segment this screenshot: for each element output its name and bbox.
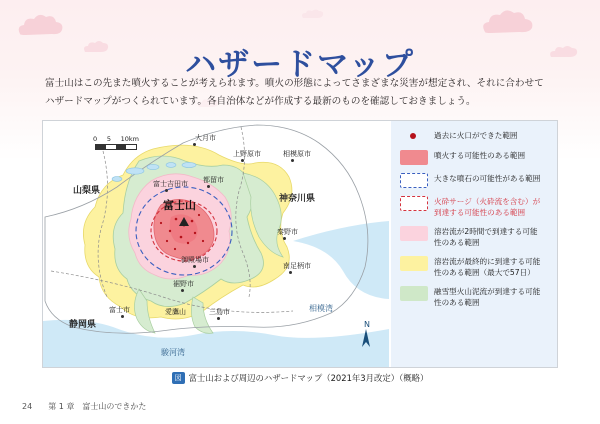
cloud-decoration-icon (14, 14, 66, 40)
legend-label-pyroclastic-surge-line1: 火砕サージ（火砕流を含む）が (434, 197, 541, 206)
pref-label-kanagawa: 神奈川県 (279, 194, 316, 204)
city-dot (121, 315, 124, 318)
city-dot (165, 189, 168, 192)
city-dot (217, 317, 220, 320)
cloud-decoration-icon (478, 10, 536, 38)
legend-item-pyroclastic-surge (400, 196, 549, 218)
city-label-otsuki: 大月市 (195, 134, 216, 142)
legend-item-lava-2h (400, 226, 549, 248)
city-label-gotemba: 御殿場市 (181, 256, 209, 264)
legend-item-crater (400, 130, 549, 142)
map-legend (391, 121, 557, 367)
intro-line-1: 富士山はこの先また噴火することが考えられます。噴火の形態によってさまざまな災害が想定され、それに合わせて (45, 78, 544, 89)
sea-label-suruga-bay: 駿河湾 (161, 348, 185, 357)
city-label-tsuru: 都留市 (203, 176, 224, 184)
city-label-fuji: 富士市 (109, 306, 130, 314)
map-svg (43, 121, 389, 367)
legend-label-mudflow (434, 286, 540, 308)
north-arrow-icon (359, 320, 375, 349)
page-footer (22, 401, 146, 412)
cloud-decoration-icon (300, 8, 326, 20)
intro-text (45, 75, 557, 110)
city-dot (291, 159, 294, 162)
map-scalebar (95, 135, 139, 150)
city-label-hadano: 秦野市 (277, 228, 298, 236)
scalebar-zero: 0 (93, 135, 98, 143)
blue-dashed-swatch-icon (400, 173, 428, 188)
legend-label-lava-2h (434, 226, 538, 248)
mountain-label-ashitaka: 愛鷹山 (165, 308, 186, 316)
city-dot (283, 237, 286, 240)
city-dot (193, 265, 196, 268)
city-dot (289, 271, 292, 274)
city-dot (241, 159, 244, 162)
legend-label-large-ejecta: 大きな噴石の可能性がある範囲 (434, 174, 541, 183)
legend-item-mudflow (400, 286, 549, 308)
city-label-uenohara: 上野原市 (233, 150, 261, 158)
legend-label-lava-2h-line2: 性のある範囲 (434, 238, 480, 247)
volcano-label-fuji: 富士山 (163, 199, 196, 212)
legend-item-lava-final (400, 256, 549, 278)
legend-label-lava-final (434, 256, 540, 278)
hazard-map-graphic (43, 121, 389, 367)
legend-label-lava-final-line1: 溶岩流が最終的に到達する可能 (434, 257, 541, 266)
crater-dot-icon (400, 130, 428, 142)
city-label-fujiyoshida: 富士吉田市 (153, 180, 188, 188)
legend-label-crater: 過去に火口ができた範囲 (434, 131, 518, 140)
legend-label-lava-final-line2: 性のある範囲（最大で57日） (434, 268, 535, 277)
city-dot (193, 143, 196, 146)
page-number: 24 (22, 402, 33, 411)
legend-label-eruption-area: 噴火する可能性のある範囲 (434, 151, 526, 160)
red-dashed-swatch-icon (400, 196, 428, 211)
city-label-susono: 裾野市 (173, 280, 194, 288)
pink-fill-swatch-icon (400, 150, 428, 165)
city-label-minamiashigara: 南足柄市 (283, 262, 311, 270)
figure-mark: 図 (172, 372, 185, 384)
legend-label-mudflow-line1: 融雪型火山泥流が到達する可能 (434, 287, 541, 296)
north-letter: N (364, 320, 370, 329)
legend-label-mudflow-line2: 性のある範囲 (434, 298, 480, 307)
figure-caption (42, 372, 558, 384)
legend-item-large-ejecta (400, 173, 549, 188)
legend-label-lava-2h-line1: 溶岩流が2時間で到達する可能 (434, 227, 538, 236)
intro-line-2: ハザードマップがつくられています。各自治体などが作成する最新のものを確認しておきましょう。 (45, 95, 476, 107)
sea-label-sagami-bay: 相模湾 (309, 304, 333, 313)
yellow-fill-swatch-icon (400, 256, 428, 271)
scalebar-five: 5 (106, 135, 111, 143)
city-dot (207, 185, 210, 188)
green-fill-swatch-icon (400, 286, 428, 301)
city-dot (181, 289, 184, 292)
city-label-sagamihara: 相模原市 (283, 150, 311, 158)
legend-item-eruption-area (400, 150, 549, 165)
pref-label-yamanashi: 山梨県 (73, 186, 101, 196)
figure-caption-text: 富士山および周辺のハザードマップ（2021年3月改定）（概略） (188, 373, 429, 383)
legend-label-pyroclastic-surge-line2: 到達する可能性のある範囲 (434, 208, 526, 217)
scalebar-ten: 10km (120, 135, 139, 143)
city-label-mishima: 三島市 (209, 308, 230, 316)
legend-label-pyroclastic-surge (434, 196, 540, 218)
page-title: ハザードマップ (185, 46, 415, 83)
light-pink-fill-swatch-icon (400, 226, 428, 241)
pref-label-shizuoka: 静岡県 (69, 320, 97, 330)
hazard-map-figure (42, 120, 558, 368)
footer-chapter: 第 1 章 富士山のできかた (48, 402, 147, 411)
scalebar-bar (95, 144, 137, 150)
